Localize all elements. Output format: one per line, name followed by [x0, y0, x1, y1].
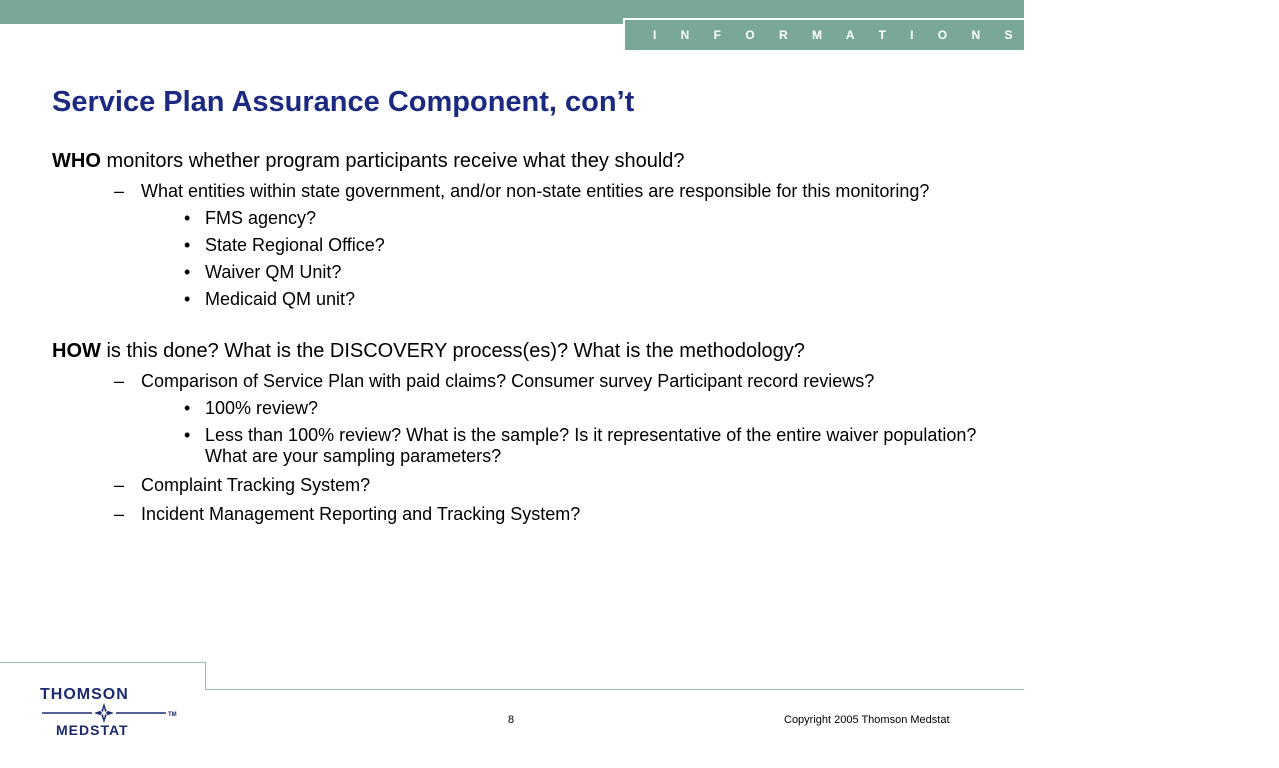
footer-divider: [0, 662, 205, 663]
how-text: is this done? What is the DISCOVERY process(es)? What is the methodology?: [100, 340, 805, 362]
who-bullet-text: FMS agency?: [205, 208, 317, 228]
who-bullet-text: State Regional Office?: [205, 235, 385, 255]
how-heading: [52, 340, 982, 363]
thomson-medstat-logo: [38, 686, 178, 740]
copyright-text: Copyright 2005 Thomson Medstat: [784, 714, 950, 726]
bullet-mark: •: [184, 425, 191, 445]
bullet-mark: •: [184, 262, 191, 282]
who-keyword: WHO: [52, 150, 101, 172]
how-sub-item: [52, 504, 982, 525]
dash-mark: –: [114, 371, 125, 391]
how-sub-item: [52, 475, 982, 496]
bullet-mark: •: [184, 289, 191, 309]
footer-divider: [205, 689, 1024, 690]
how-sub-text: Incident Management Reporting and Tracking System?: [141, 504, 581, 524]
slide-title: Service Plan Assurance Component, con’t: [52, 86, 635, 118]
dash-mark: –: [114, 475, 125, 495]
how-bullet-item: [52, 425, 982, 467]
logo-top-text: THOMSON: [40, 686, 129, 703]
section-gap: [52, 310, 982, 340]
brand-text: I N F O R M A T I O N S O L U T I O N S: [653, 28, 1279, 42]
how-keyword: HOW: [52, 340, 101, 362]
dash-mark: –: [114, 504, 125, 524]
page-number: 8: [508, 714, 515, 726]
who-bullet-text: Medicaid QM unit?: [205, 289, 356, 309]
bullet-mark: •: [184, 208, 191, 228]
bullet-mark: •: [184, 235, 191, 255]
how-sub-text: Comparison of Service Plan with paid claims? Consumer survey Participant record reviews?: [141, 371, 875, 391]
dash-mark: –: [114, 181, 125, 201]
who-bullet-text: Waiver QM Unit?: [205, 262, 342, 282]
who-text: monitors whether program participants receive what they should?: [100, 150, 685, 172]
who-sub-item: [52, 181, 982, 202]
logo-bottom-text: MEDSTAT: [56, 722, 129, 738]
how-sub-item: [52, 371, 982, 392]
how-bullet-item: [52, 398, 982, 419]
footer-divider-step: [205, 662, 206, 690]
how-bullet-text: Less than 100% review? What is the sample? Is it representative of the entire waiver population? What are your sampling parameters?: [205, 425, 977, 466]
how-bullet-text: 100% review?: [205, 398, 319, 418]
star-icon: [38, 703, 170, 723]
who-bullet-item: [52, 262, 982, 283]
slide-content: [52, 150, 982, 525]
brand-band: [623, 18, 1279, 50]
how-sub-text: Complaint Tracking System?: [141, 475, 371, 495]
who-heading: [52, 150, 982, 173]
who-sub-text: What entities within state government, and/or non-state entities are responsible for this monitoring?: [141, 181, 930, 201]
who-bullet-item: [52, 208, 982, 229]
logo-trademark: TM: [168, 712, 177, 718]
who-bullet-item: [52, 235, 982, 256]
who-bullet-item: [52, 289, 982, 310]
bullet-mark: •: [184, 398, 191, 418]
